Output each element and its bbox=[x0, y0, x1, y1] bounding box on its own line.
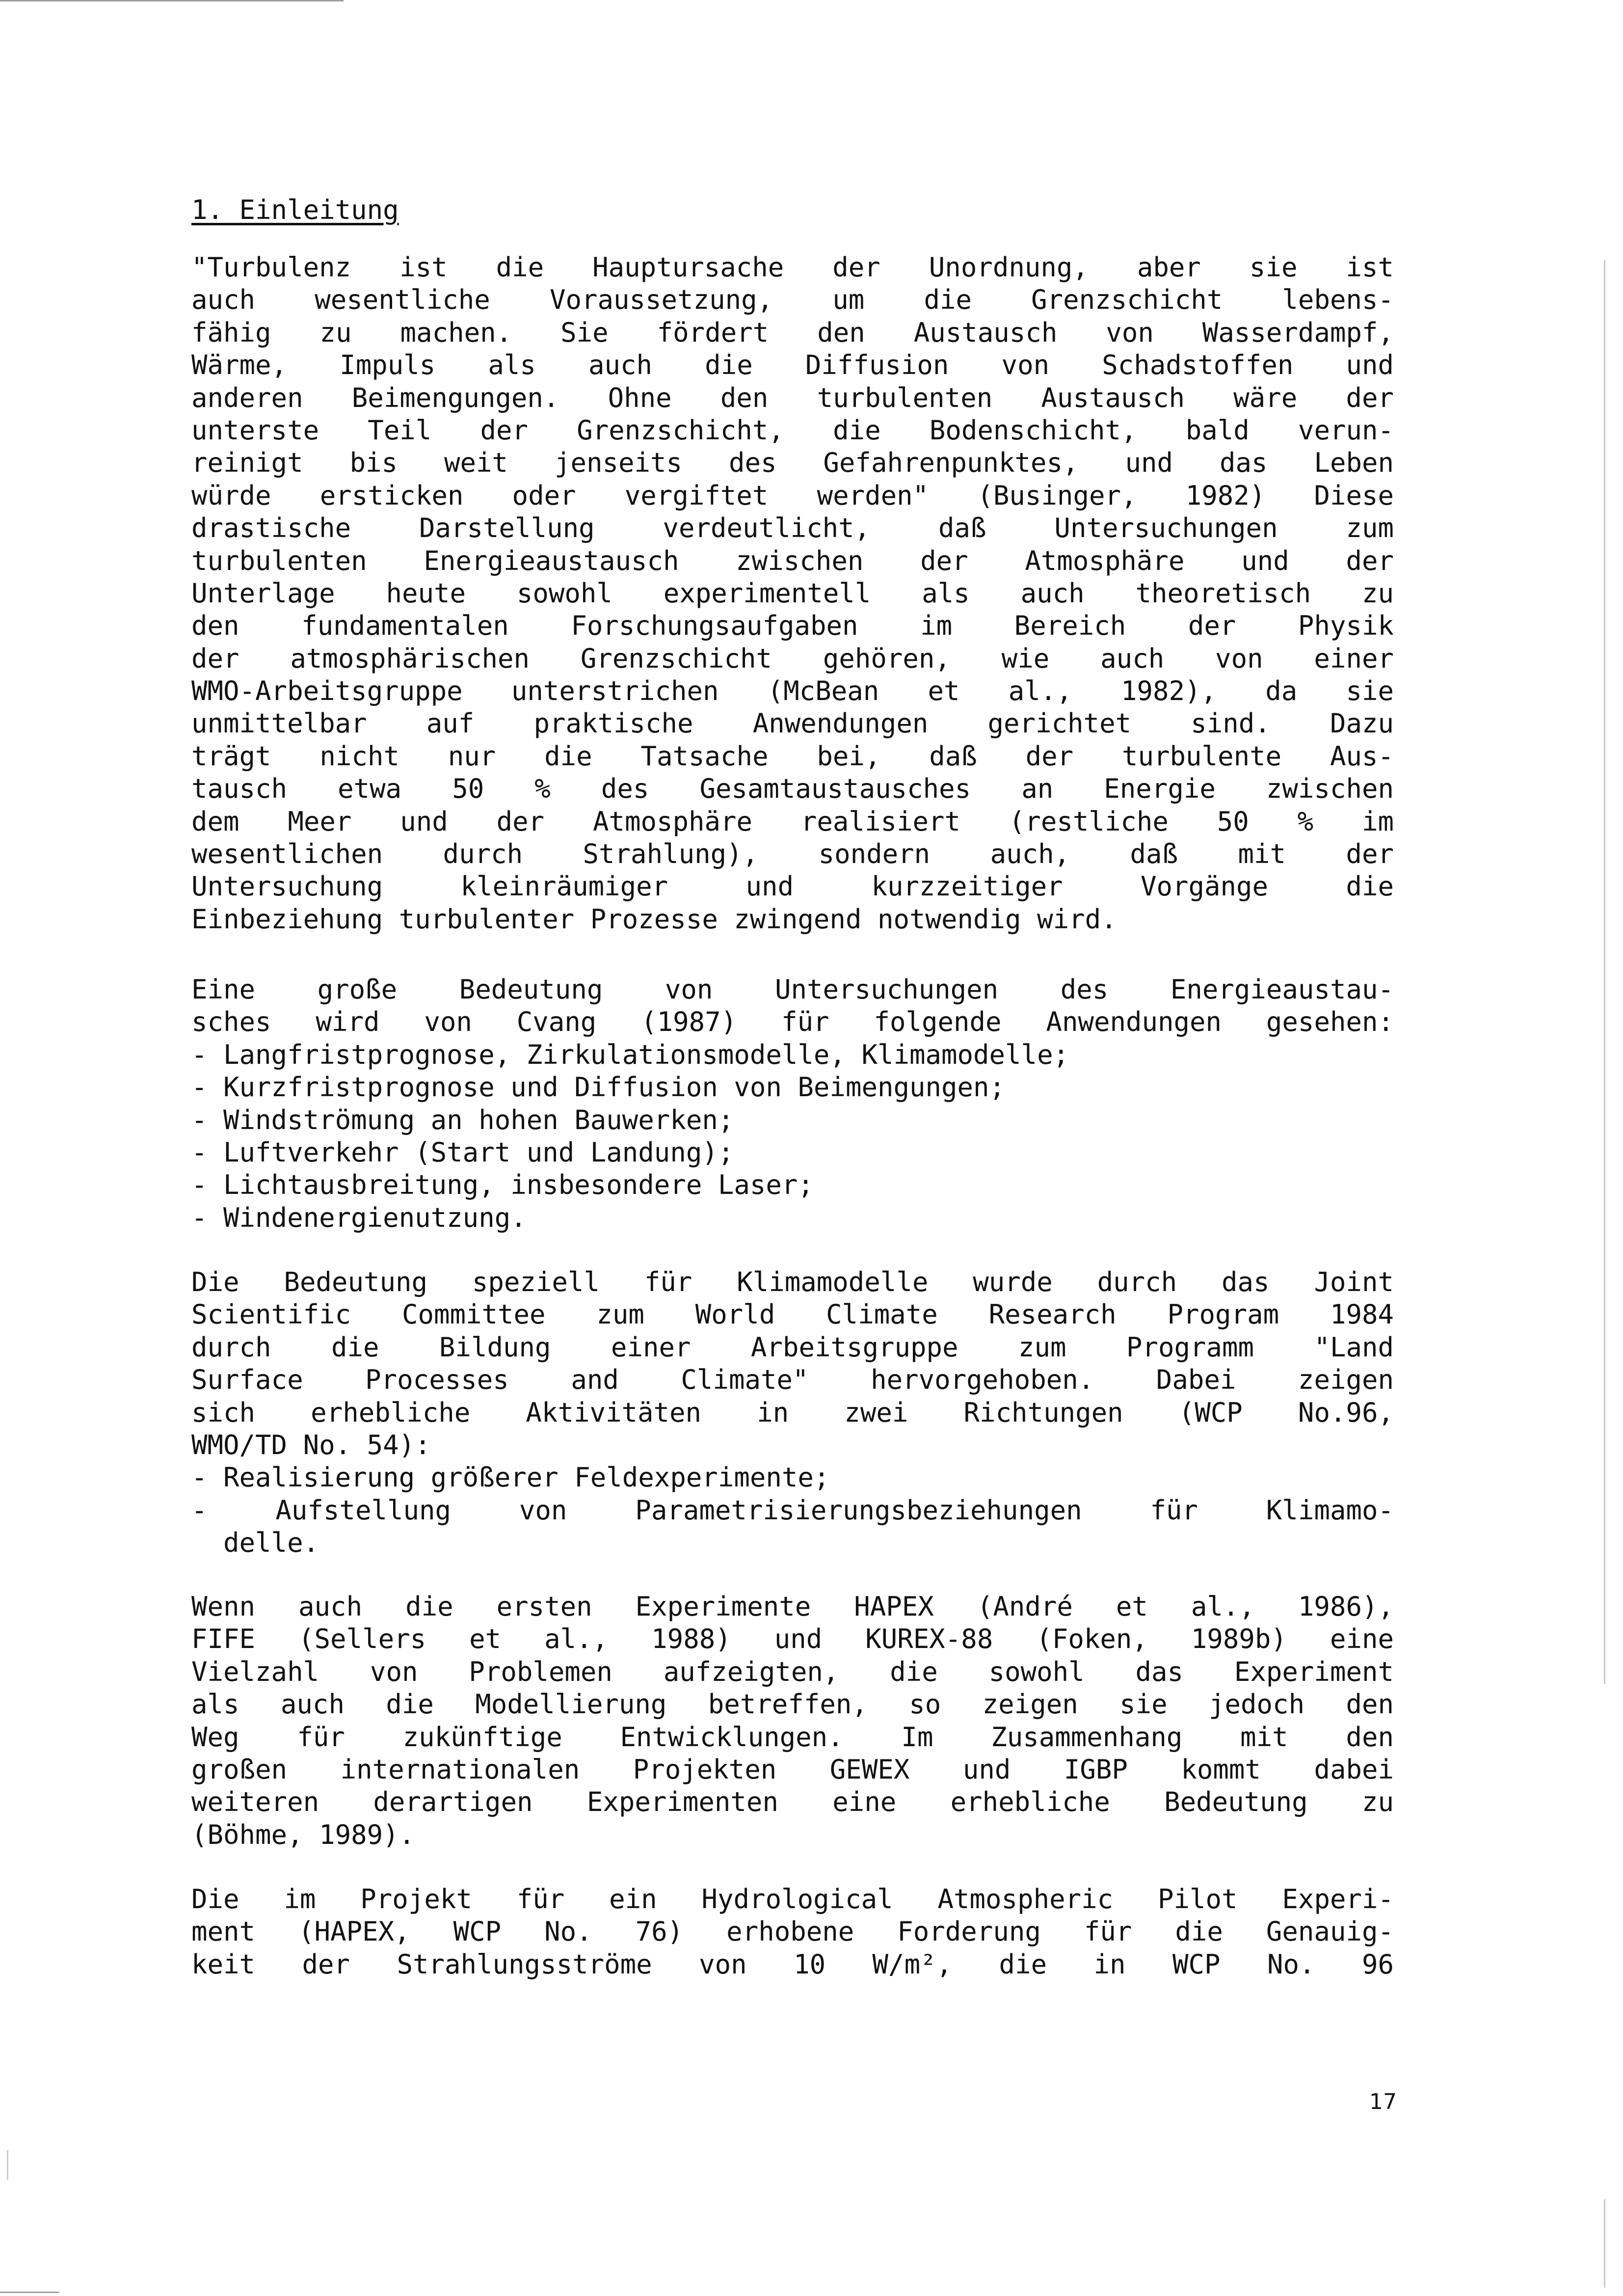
text-line: Untersuchung kleinräumiger und kurzzeitiger Vorgänge die bbox=[191, 871, 1394, 902]
list-item: - Kurzfristprognose und Diffusion von Beimengungen; bbox=[191, 1072, 1006, 1103]
text-line: Wenn auch die ersten Experimente HAPEX (André et al., 1986), bbox=[191, 1591, 1394, 1622]
text-line: Vielzahl von Problemen aufzeigten, die sowohl das Experiment bbox=[191, 1656, 1394, 1687]
scan-bottom-mark bbox=[0, 2292, 59, 2293]
paragraph-climate-models bbox=[191, 1266, 1394, 1560]
text-line: Die Bedeutung speziell für Klimamodelle wurde durch das Joint bbox=[191, 1267, 1394, 1297]
list-item: - Langfristprognose, Zirkulationsmodelle, Klimamodelle; bbox=[191, 1039, 1069, 1070]
text-line: trägt nicht nur die Tatsache bei, daß der turbulente Aus- bbox=[191, 740, 1394, 772]
text-line: reinigt bis weit jenseits des Gefahrenpunktes, und das Leben bbox=[191, 447, 1394, 479]
text-line: dem Meer und der Atmosphäre realisiert (restliche 50 % im bbox=[191, 806, 1394, 837]
text-line: großen internationalen Projekten GEWEX und IGBP kommt dabei bbox=[191, 1754, 1394, 1785]
paragraph-hapex bbox=[191, 1883, 1394, 1981]
paragraph-turbulence-quote bbox=[191, 251, 1394, 936]
text-line: würde ersticken oder vergiftet werden" (Businger, 1982) Diese bbox=[191, 480, 1394, 511]
paragraph-applications-list bbox=[191, 973, 1394, 1234]
text-line: WMO/TD No. 54): bbox=[191, 1429, 431, 1460]
text-line: Einbeziehung turbulenter Prozesse zwingend notwendig wird. bbox=[191, 903, 1117, 935]
list-item: - Lichtausbreitung, insbesondere Laser; bbox=[191, 1169, 814, 1201]
text-line: unmittelbar auf praktische Anwendungen gerichtet sind. Dazu bbox=[191, 708, 1394, 739]
text-line: keit der Strahlungsströme von 10 W/m², die in WCP No. 96 bbox=[191, 1948, 1394, 1980]
text-line: Eine große Bedeutung von Untersuchungen des Energieaustau- bbox=[191, 974, 1394, 1005]
text-line: anderen Beimengungen. Ohne den turbulenten Austausch wäre der bbox=[191, 382, 1394, 413]
text-line: (Böhme, 1989). bbox=[191, 1819, 415, 1850]
scan-right-edge-mark-lower bbox=[1604, 2199, 1605, 2288]
text-line: sich erhebliche Aktivitäten in zwei Richtungen (WCP No.96, bbox=[191, 1397, 1394, 1428]
text-line: der atmosphärischen Grenzschicht gehören, wie auch von einer bbox=[191, 643, 1394, 674]
text-line: drastische Darstellung verdeutlicht, daß Untersuchungen zum bbox=[191, 513, 1394, 544]
text-line: tausch etwa 50 % des Gesamtaustausches an Energie zwischen bbox=[191, 773, 1394, 805]
text-line: Die im Projekt für ein Hydrological Atmospheric Pilot Experi- bbox=[191, 1884, 1394, 1915]
text-line: Unterlage heute sowohl experimentell als auch theoretisch zu bbox=[191, 577, 1394, 609]
list-item: - Windenergienutzung. bbox=[191, 1202, 527, 1233]
scan-right-edge-mark bbox=[1604, 260, 1605, 1684]
scan-left-edge-mark bbox=[7, 2150, 8, 2180]
list-item: - Luftverkehr (Start und Landung); bbox=[191, 1136, 734, 1168]
text-line: Weg für zukünftige Entwicklungen. Im Zusammenhang mit den bbox=[191, 1721, 1394, 1753]
text-line: FIFE (Sellers et al., 1988) und KUREX-88 (Foken, 1989b) eine bbox=[191, 1623, 1394, 1655]
text-line: sches wird von Cvang (1987) für folgende Anwendungen gesehen: bbox=[191, 1006, 1394, 1038]
text-line: WMO-Arbeitsgruppe unterstrichen (McBean et al., 1982), da sie bbox=[191, 675, 1394, 707]
section-heading: 1. Einleitung bbox=[191, 194, 399, 225]
list-item: - Windströmung an hohen Bauwerken; bbox=[191, 1104, 734, 1135]
text-line: Scientific Committee zum World Climate Research Program 1984 bbox=[191, 1299, 1394, 1330]
scan-top-rule bbox=[0, 0, 344, 1]
text-line: "Turbulenz ist die Hauptursache der Unordnung, aber sie ist bbox=[191, 252, 1394, 283]
text-line: den fundamentalen Forschungsaufgaben im Bereich der Physik bbox=[191, 610, 1394, 642]
list-item: - Aufstellung von Parametrisierungsbeziehungen für Klimamo- bbox=[191, 1494, 1394, 1526]
text-line: als auch die Modellierung betreffen, so zeigen sie jedoch den bbox=[191, 1689, 1394, 1720]
text-line: Wärme, Impuls als auch die Diffusion von Schadstoffen und bbox=[191, 350, 1394, 381]
paragraph-experiments bbox=[191, 1591, 1394, 1851]
text-line: unterste Teil der Grenzschicht, die Bodenschicht, bald verun- bbox=[191, 414, 1394, 446]
text-line: ment (HAPEX, WCP No. 76) erhobene Forderung für die Genauig- bbox=[191, 1916, 1394, 1947]
text-line: fähig zu machen. Sie fördert den Austausch von Wasserdampf, bbox=[191, 317, 1394, 348]
text-line: Surface Processes and Climate" hervorgehoben. Dabei zeigen bbox=[191, 1364, 1394, 1396]
text-line: weiteren derartigen Experimenten eine erhebliche Bedeutung zu bbox=[191, 1786, 1394, 1818]
list-item: - Realisierung größerer Feldexperimente; bbox=[191, 1462, 830, 1493]
text-line: durch die Bildung einer Arbeitsgruppe zum Programm "Land bbox=[191, 1331, 1394, 1363]
page-number: 17 bbox=[1369, 2089, 1397, 2114]
text-line: wesentlichen durch Strahlung), sondern auch, daß mit der bbox=[191, 838, 1394, 870]
text-line: turbulenten Energieaustausch zwischen der Atmosphäre und der bbox=[191, 545, 1394, 576]
text-line: auch wesentliche Voraussetzung, um die Grenzschicht lebens- bbox=[191, 284, 1394, 316]
list-item-continuation: delle. bbox=[191, 1527, 319, 1559]
